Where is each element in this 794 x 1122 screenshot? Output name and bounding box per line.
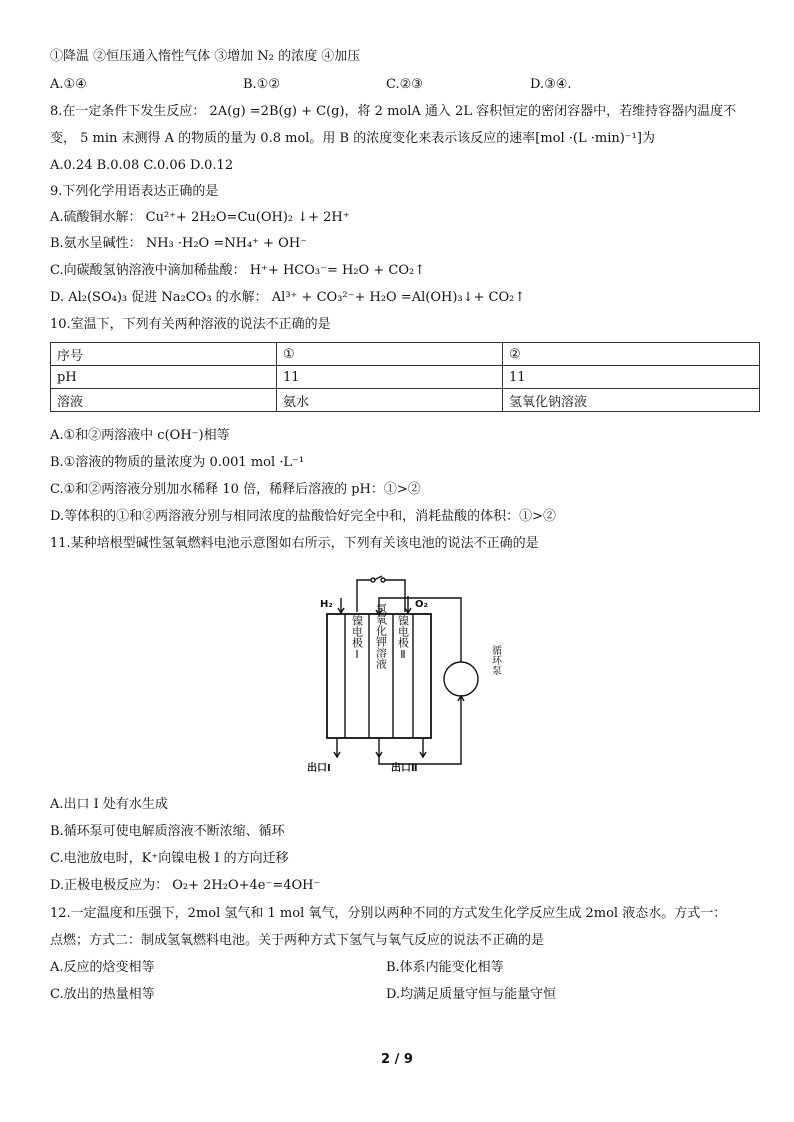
- q12-stem-line1: 12.一定温度和压强下，2mol 氢气和 1 mol 氧气，分别以两种不同的方式发生化学反应生成 2mol 液态水。方式一：: [50, 906, 727, 921]
- circulation-return: [379, 696, 461, 764]
- q11-option-d: D.正极电极反应为： O₂+ 2H₂O+4e⁻=4OH⁻: [50, 878, 321, 893]
- table-cell: 氨水: [277, 389, 503, 412]
- q8-options: A.0.24 B.0.08 C.0.06 D.0.12: [50, 158, 234, 173]
- o2-label: O₂: [415, 599, 428, 610]
- switch-contact: [381, 578, 385, 582]
- table-row: [51, 343, 760, 366]
- pump-circle: [444, 662, 478, 696]
- electrode2-label: 镍电极Ⅱ: [396, 615, 410, 661]
- q10-option-a: A.①和②两溶液中 c(OH⁻)相等: [50, 428, 230, 443]
- q11-option-a: A.出口 I 处有水生成: [50, 797, 168, 812]
- q12-option-b: B.体系内能变化相等: [386, 960, 504, 975]
- q12-option-c: C.放出的热量相等: [50, 987, 155, 1002]
- wire-right: [385, 580, 405, 612]
- q11-option-c: C.电池放电时，K⁺向镍电极 I 的方向迁移: [50, 851, 289, 866]
- q12-option-d: D.均满足质量守恒与能量守恒: [386, 987, 557, 1002]
- table-row: [51, 366, 760, 389]
- q8-stem-line2: 变， 5 min 末测得 A 的物质的量为 0.8 mol。用 B 的浓度变化来表示该反应的速率[mol ·(L ·min)⁻¹]为: [50, 131, 655, 146]
- table-cell: 序号: [51, 343, 277, 366]
- electrolyte-label: 氢氧化钾溶液: [374, 603, 388, 669]
- q7-conditions: ①降温 ②恒压通入惰性气体 ③增加 N₂ 的浓度 ④加压: [50, 49, 361, 64]
- table-cell: ①: [277, 343, 503, 366]
- q7-options: [50, 76, 750, 94]
- table-cell: 11: [503, 366, 760, 389]
- q9-option-d: D. Al₂(SO₄)₃ 促进 Na₂CO₃ 的水解： Al³⁺ + CO₃²⁻+ H₂O =Al(OH)₃↓+ CO₂↑: [50, 290, 526, 305]
- q12-options-row2: [50, 986, 750, 1004]
- table-cell: 氢氧化钠溶液: [503, 389, 760, 412]
- q10-option-b: B.①溶液的物质的量浓度为 0.001 mol ·L⁻¹: [50, 455, 305, 470]
- pump-label: 循环泵: [489, 645, 501, 675]
- q7-option-c: C.②③: [386, 77, 423, 92]
- wire-left: [357, 580, 371, 612]
- q9-stem: 9.下列化学用语表达正确的是: [50, 184, 219, 199]
- q10-option-d: D.等体积的①和②两溶液分别与相同浓度的盐酸恰好完全中和，消耗盐酸的体积：①>②: [50, 509, 556, 524]
- page-number: 2 / 9: [381, 1052, 413, 1067]
- table-cell: 11: [277, 366, 503, 389]
- q11-stem: 11.某种培根型碱性氢氧燃料电池示意图如右所示，下列有关该电池的说法不正确的是: [50, 536, 539, 551]
- table-cell: ②: [503, 343, 760, 366]
- q10-table: [50, 342, 760, 412]
- outlet1-label: 出口Ⅰ: [307, 763, 331, 774]
- q12-stem-line2: 点燃；方式二：制成氢氧燃料电池。关于两种方式下氢气与氧气反应的说法不正确的是: [50, 933, 545, 948]
- q12-option-a: A.反应的焓变相等: [50, 960, 155, 975]
- q7-option-d: D.③④.: [530, 77, 572, 92]
- q12-options-row1: [50, 959, 750, 977]
- electrode1-label: 镍电极Ⅰ: [350, 615, 364, 661]
- q8-stem-line1: 8.在一定条件下发生反应： 2A(g) =2B(g) + C(g)，将 2 molA 通入 2L 容积恒定的密闭容器中，若维持容器内温度不: [50, 104, 737, 119]
- fuel-cell-diagram: [305, 570, 505, 776]
- table-row: [51, 389, 760, 412]
- table-cell: pH: [51, 366, 277, 389]
- table-cell: 溶液: [51, 389, 277, 412]
- q9-option-c: C.向碳酸氢钠溶液中滴加稀盐酸： H⁺+ HCO₃⁻= H₂O + CO₂↑: [50, 263, 426, 278]
- q9-option-a: A.硫酸铜水解： Cu²⁺+ 2H₂O=Cu(OH)₂ ↓+ 2H⁺: [50, 210, 350, 225]
- q11-option-b: B.循环泵可使电解质溶液不断浓缩、循环: [50, 824, 285, 839]
- q9-option-b: B.氨水呈碱性： NH₃ ·H₂O =NH₄⁺ + OH⁻: [50, 236, 308, 251]
- h2-label: H₂: [320, 599, 333, 610]
- q10-stem: 10.室温下，下列有关两种溶液的说法不正确的是: [50, 317, 331, 332]
- outlet2-label: 出口Ⅱ: [391, 763, 418, 774]
- q7-option-b: B.①②: [243, 77, 280, 92]
- q7-option-a: A.①④: [50, 77, 87, 92]
- q10-option-c: C.①和②两溶液分别加水稀释 10 倍，稀释后溶液的 pH：①>②: [50, 482, 421, 497]
